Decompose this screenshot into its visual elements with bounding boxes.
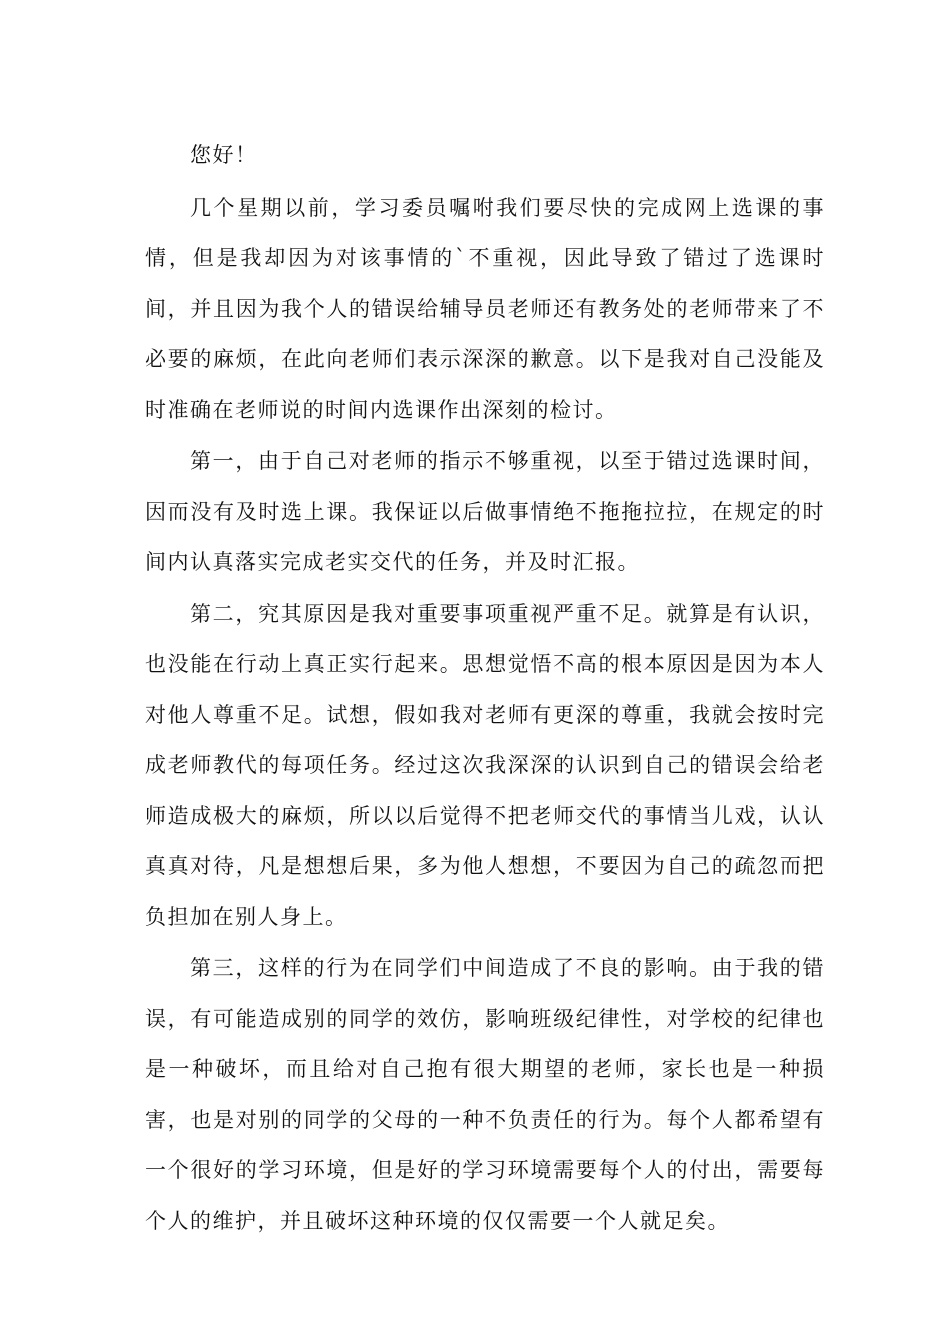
paragraph-4: 第三，这样的行为在同学们中间造成了不良的影响。由于我的错误，有可能造成别的同学的效仿，影响班级纪律性，对学校的纪律也是一种破坏，而且给对自己抱有很大期望的老师，家长也是一种损害，也是对别的同学的父母的一种不负责任的行为。每个人都希望有一个很好的学习环境，但是好的学习环境需要每个人的付出，需要每个人的维护，并且破坏这种环境的仅仅需要一个人就足矣。 [145, 956, 825, 1233]
paragraph-2: 第一，由于自己对老师的指示不够重视，以至于错过选课时间，因而没有及时选上课。我保证以后做事情绝不拖拖拉拉，在规定的时间内认真落实完成老实交代的任务，并及时汇报。 [145, 449, 825, 574]
paragraph-1: 几个星期以前，学习委员嘱咐我们要尽快的完成网上选课的事情，但是我却因为对该事情的`不重视，因此导致了错过了选课时间，并且因为我个人的错误给辅导员老师还有教务处的老师带来了不必要的麻烦，在此向老师们表示深深的歉意。以下是我对自己没能及时准确在老师说的时间内选课作出深刻的检讨。 [145, 195, 825, 422]
paragraph-3: 第二，究其原因是我对重要事项重视严重不足。就算是有认识，也没能在行动上真正实行起来。思想觉悟不高的根本原因是因为本人对他人尊重不足。试想，假如我对老师有更深的尊重，我就会按时完成老师教代的每项任务。经过这次我深深的认识到自己的错误会给老师造成极大的麻烦，所以以后觉得不把老师交代的事情当儿戏，认认真真对待，凡是想想后果，多为他人想想，不要因为自己的疏忽而把负担加在别人身上。 [145, 601, 825, 929]
greeting: 您好！ [190, 143, 258, 167]
document-body [145, 130, 825, 1247]
